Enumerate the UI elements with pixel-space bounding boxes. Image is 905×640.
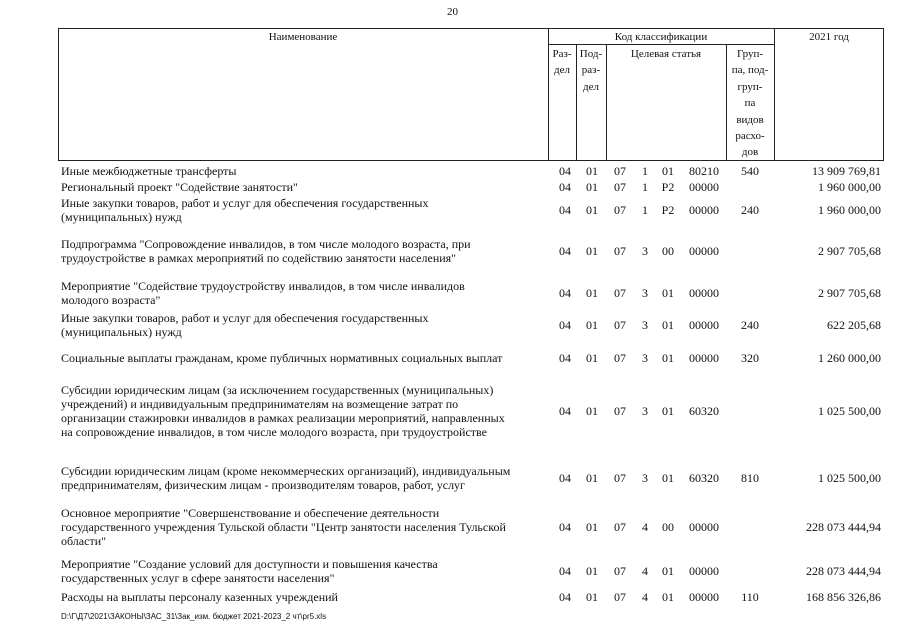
- target-subprogram-cell: 3: [642, 318, 648, 332]
- target-subprogram-cell: 1: [642, 164, 648, 178]
- row-name: Подпрограмма "Сопровождение инвалидов, в том числе молодого возраста, при трудоустройстве в рамках мероприятий по содействию занятости населения": [61, 237, 471, 265]
- razdel-cell: 04: [559, 286, 571, 300]
- podrazdel-cell: 01: [586, 404, 598, 418]
- razdel-cell: 04: [559, 590, 571, 604]
- target-subprogram-cell: 3: [642, 404, 648, 418]
- group-cell: 810: [741, 471, 759, 485]
- group-cell: 240: [741, 203, 759, 217]
- amount-cell: 1 960 000,00: [818, 203, 881, 217]
- target-program-cell: 07: [614, 164, 626, 178]
- podrazdel-cell: 01: [586, 164, 598, 178]
- amount-cell: 228 073 444,94: [806, 564, 881, 578]
- table-row: [0, 180, 905, 194]
- amount-cell: 622 205,68: [827, 318, 881, 332]
- podrazdel-cell: 01: [586, 244, 598, 258]
- podrazdel-cell: 01: [586, 351, 598, 365]
- amount-cell: 1 260 000,00: [818, 351, 881, 365]
- amount-cell: 2 907 705,68: [818, 244, 881, 258]
- amount-cell: 1 025 500,00: [818, 404, 881, 418]
- podrazdel-cell: 01: [586, 471, 598, 485]
- target-program-cell: 07: [614, 404, 626, 418]
- target-direction-cell: 00000: [689, 244, 719, 258]
- target-event-cell: 00: [662, 520, 674, 534]
- table-row: [0, 311, 905, 339]
- table-header: [58, 28, 884, 161]
- target-direction-cell: 00000: [689, 180, 719, 194]
- podrazdel-cell: 01: [586, 564, 598, 578]
- header-year: 2021 год: [809, 31, 849, 43]
- group-cell: 110: [741, 590, 759, 604]
- row-name: Региональный проект "Содействие занятости": [61, 180, 298, 194]
- podrazdel-cell: 01: [586, 203, 598, 217]
- header-target: Целевая статья: [630, 48, 702, 60]
- razdel-cell: 04: [559, 164, 571, 178]
- header-code: Код классификации: [614, 31, 708, 43]
- target-direction-cell: 00000: [689, 590, 719, 604]
- table-row: [0, 237, 905, 265]
- target-subprogram-cell: 1: [642, 180, 648, 194]
- table-row: [0, 279, 905, 307]
- row-name: Субсидии юридическим лицам (кроме некоммерческих организаций), индивидуальным предпринимателям, физическим лицам - производителям товаров, работ, услуг: [61, 464, 511, 492]
- target-event-cell: 01: [662, 590, 674, 604]
- row-name: Мероприятие "Создание условий для доступности и повышения качества государственных услуг в сфере занятости населения": [61, 557, 438, 585]
- row-name: Иные межбюджетные трансферты: [61, 164, 237, 178]
- target-event-cell: 01: [662, 404, 674, 418]
- table-row: [0, 196, 905, 224]
- target-event-cell: 01: [662, 471, 674, 485]
- target-event-cell: 01: [662, 351, 674, 365]
- row-name: Основное мероприятие "Совершенствование и обеспечение деятельности государственного учреждения Тульской области "Центр занятости населения Тульской области": [61, 506, 506, 548]
- row-name: Субсидии юридическим лицам (за исключением государственных (муниципальных) учреждений) и индивидуальным предпринимателям на возмещение затрат по организации стажировки инвалидов в рамках реализации мероприятий, направленных на сопровождение инвалидов, в том числе молодого возраста, при трудоустройстве: [61, 383, 505, 439]
- table-row: [0, 164, 905, 178]
- amount-cell: 1 025 500,00: [818, 471, 881, 485]
- target-direction-cell: 60320: [689, 471, 719, 485]
- row-name: Расходы на выплаты персоналу казенных учреждений: [61, 590, 338, 604]
- target-program-cell: 07: [614, 590, 626, 604]
- amount-cell: 13 909 769,81: [812, 164, 881, 178]
- row-name: Иные закупки товаров, работ и услуг для обеспечения государственных (муниципальных) нужд: [61, 311, 429, 339]
- razdel-cell: 04: [559, 351, 571, 365]
- page-number: 20: [447, 6, 458, 18]
- target-direction-cell: 00000: [689, 286, 719, 300]
- target-subprogram-cell: 3: [642, 244, 648, 258]
- razdel-cell: 04: [559, 404, 571, 418]
- target-direction-cell: 00000: [689, 351, 719, 365]
- amount-cell: 228 073 444,94: [806, 520, 881, 534]
- target-program-cell: 07: [614, 471, 626, 485]
- target-direction-cell: 00000: [689, 203, 719, 217]
- podrazdel-cell: 01: [586, 590, 598, 604]
- target-direction-cell: 60320: [689, 404, 719, 418]
- razdel-cell: 04: [559, 520, 571, 534]
- target-subprogram-cell: 3: [642, 286, 648, 300]
- podrazdel-cell: 01: [586, 286, 598, 300]
- target-program-cell: 07: [614, 351, 626, 365]
- target-subprogram-cell: 4: [642, 520, 648, 534]
- target-event-cell: P2: [661, 203, 675, 217]
- table-row: [0, 590, 905, 604]
- target-event-cell: 01: [662, 164, 674, 178]
- razdel-cell: 04: [559, 564, 571, 578]
- razdel-cell: 04: [559, 318, 571, 332]
- header-name: Наименование: [268, 31, 338, 43]
- target-program-cell: 07: [614, 244, 626, 258]
- row-name: Социальные выплаты гражданам, кроме публичных нормативных социальных выплат: [61, 351, 503, 365]
- table-row: [0, 351, 905, 365]
- amount-cell: 2 907 705,68: [818, 286, 881, 300]
- razdel-cell: 04: [559, 203, 571, 217]
- group-cell: 320: [741, 351, 759, 365]
- group-cell: 240: [741, 318, 759, 332]
- target-subprogram-cell: 3: [642, 351, 648, 365]
- target-program-cell: 07: [614, 203, 626, 217]
- target-direction-cell: 80210: [689, 164, 719, 178]
- target-subprogram-cell: 4: [642, 590, 648, 604]
- header-podrazdel: Под- раз- дел: [579, 48, 603, 93]
- header-razdel: Раз- дел: [552, 48, 572, 77]
- row-name: Мероприятие "Содействие трудоустройству инвалидов, в том числе инвалидов молодого возраста": [61, 279, 465, 307]
- razdel-cell: 04: [559, 180, 571, 194]
- target-subprogram-cell: 4: [642, 564, 648, 578]
- amount-cell: 168 856 326,86: [806, 590, 881, 604]
- target-event-cell: 00: [662, 244, 674, 258]
- target-direction-cell: 00000: [689, 520, 719, 534]
- razdel-cell: 04: [559, 244, 571, 258]
- header-group: Груп- па, под- груп- па видов расхо- дов: [731, 48, 769, 159]
- target-program-cell: 07: [614, 318, 626, 332]
- target-program-cell: 07: [614, 520, 626, 534]
- row-name: Иные закупки товаров, работ и услуг для обеспечения государственных (муниципальных) нужд: [61, 196, 429, 224]
- table-row: [0, 506, 905, 548]
- target-event-cell: 01: [662, 318, 674, 332]
- group-cell: 540: [741, 164, 759, 178]
- target-event-cell: 01: [662, 564, 674, 578]
- target-program-cell: 07: [614, 564, 626, 578]
- file-path: D:\Г\Д7\2021\ЗАКОНЫ\ЗАС_31\Зак_изм. бюджет 2021-2023_2 чт\pr5.xls: [61, 612, 327, 621]
- table-row: [0, 557, 905, 585]
- podrazdel-cell: 01: [586, 318, 598, 332]
- target-program-cell: 07: [614, 286, 626, 300]
- target-subprogram-cell: 1: [642, 203, 648, 217]
- target-event-cell: 01: [662, 286, 674, 300]
- razdel-cell: 04: [559, 471, 571, 485]
- podrazdel-cell: 01: [586, 520, 598, 534]
- target-direction-cell: 00000: [689, 564, 719, 578]
- amount-cell: 1 960 000,00: [818, 180, 881, 194]
- target-subprogram-cell: 3: [642, 471, 648, 485]
- table-row: [0, 464, 905, 492]
- target-direction-cell: 00000: [689, 318, 719, 332]
- table-row: [0, 383, 905, 439]
- podrazdel-cell: 01: [586, 180, 598, 194]
- target-event-cell: P2: [661, 180, 675, 194]
- target-program-cell: 07: [614, 180, 626, 194]
